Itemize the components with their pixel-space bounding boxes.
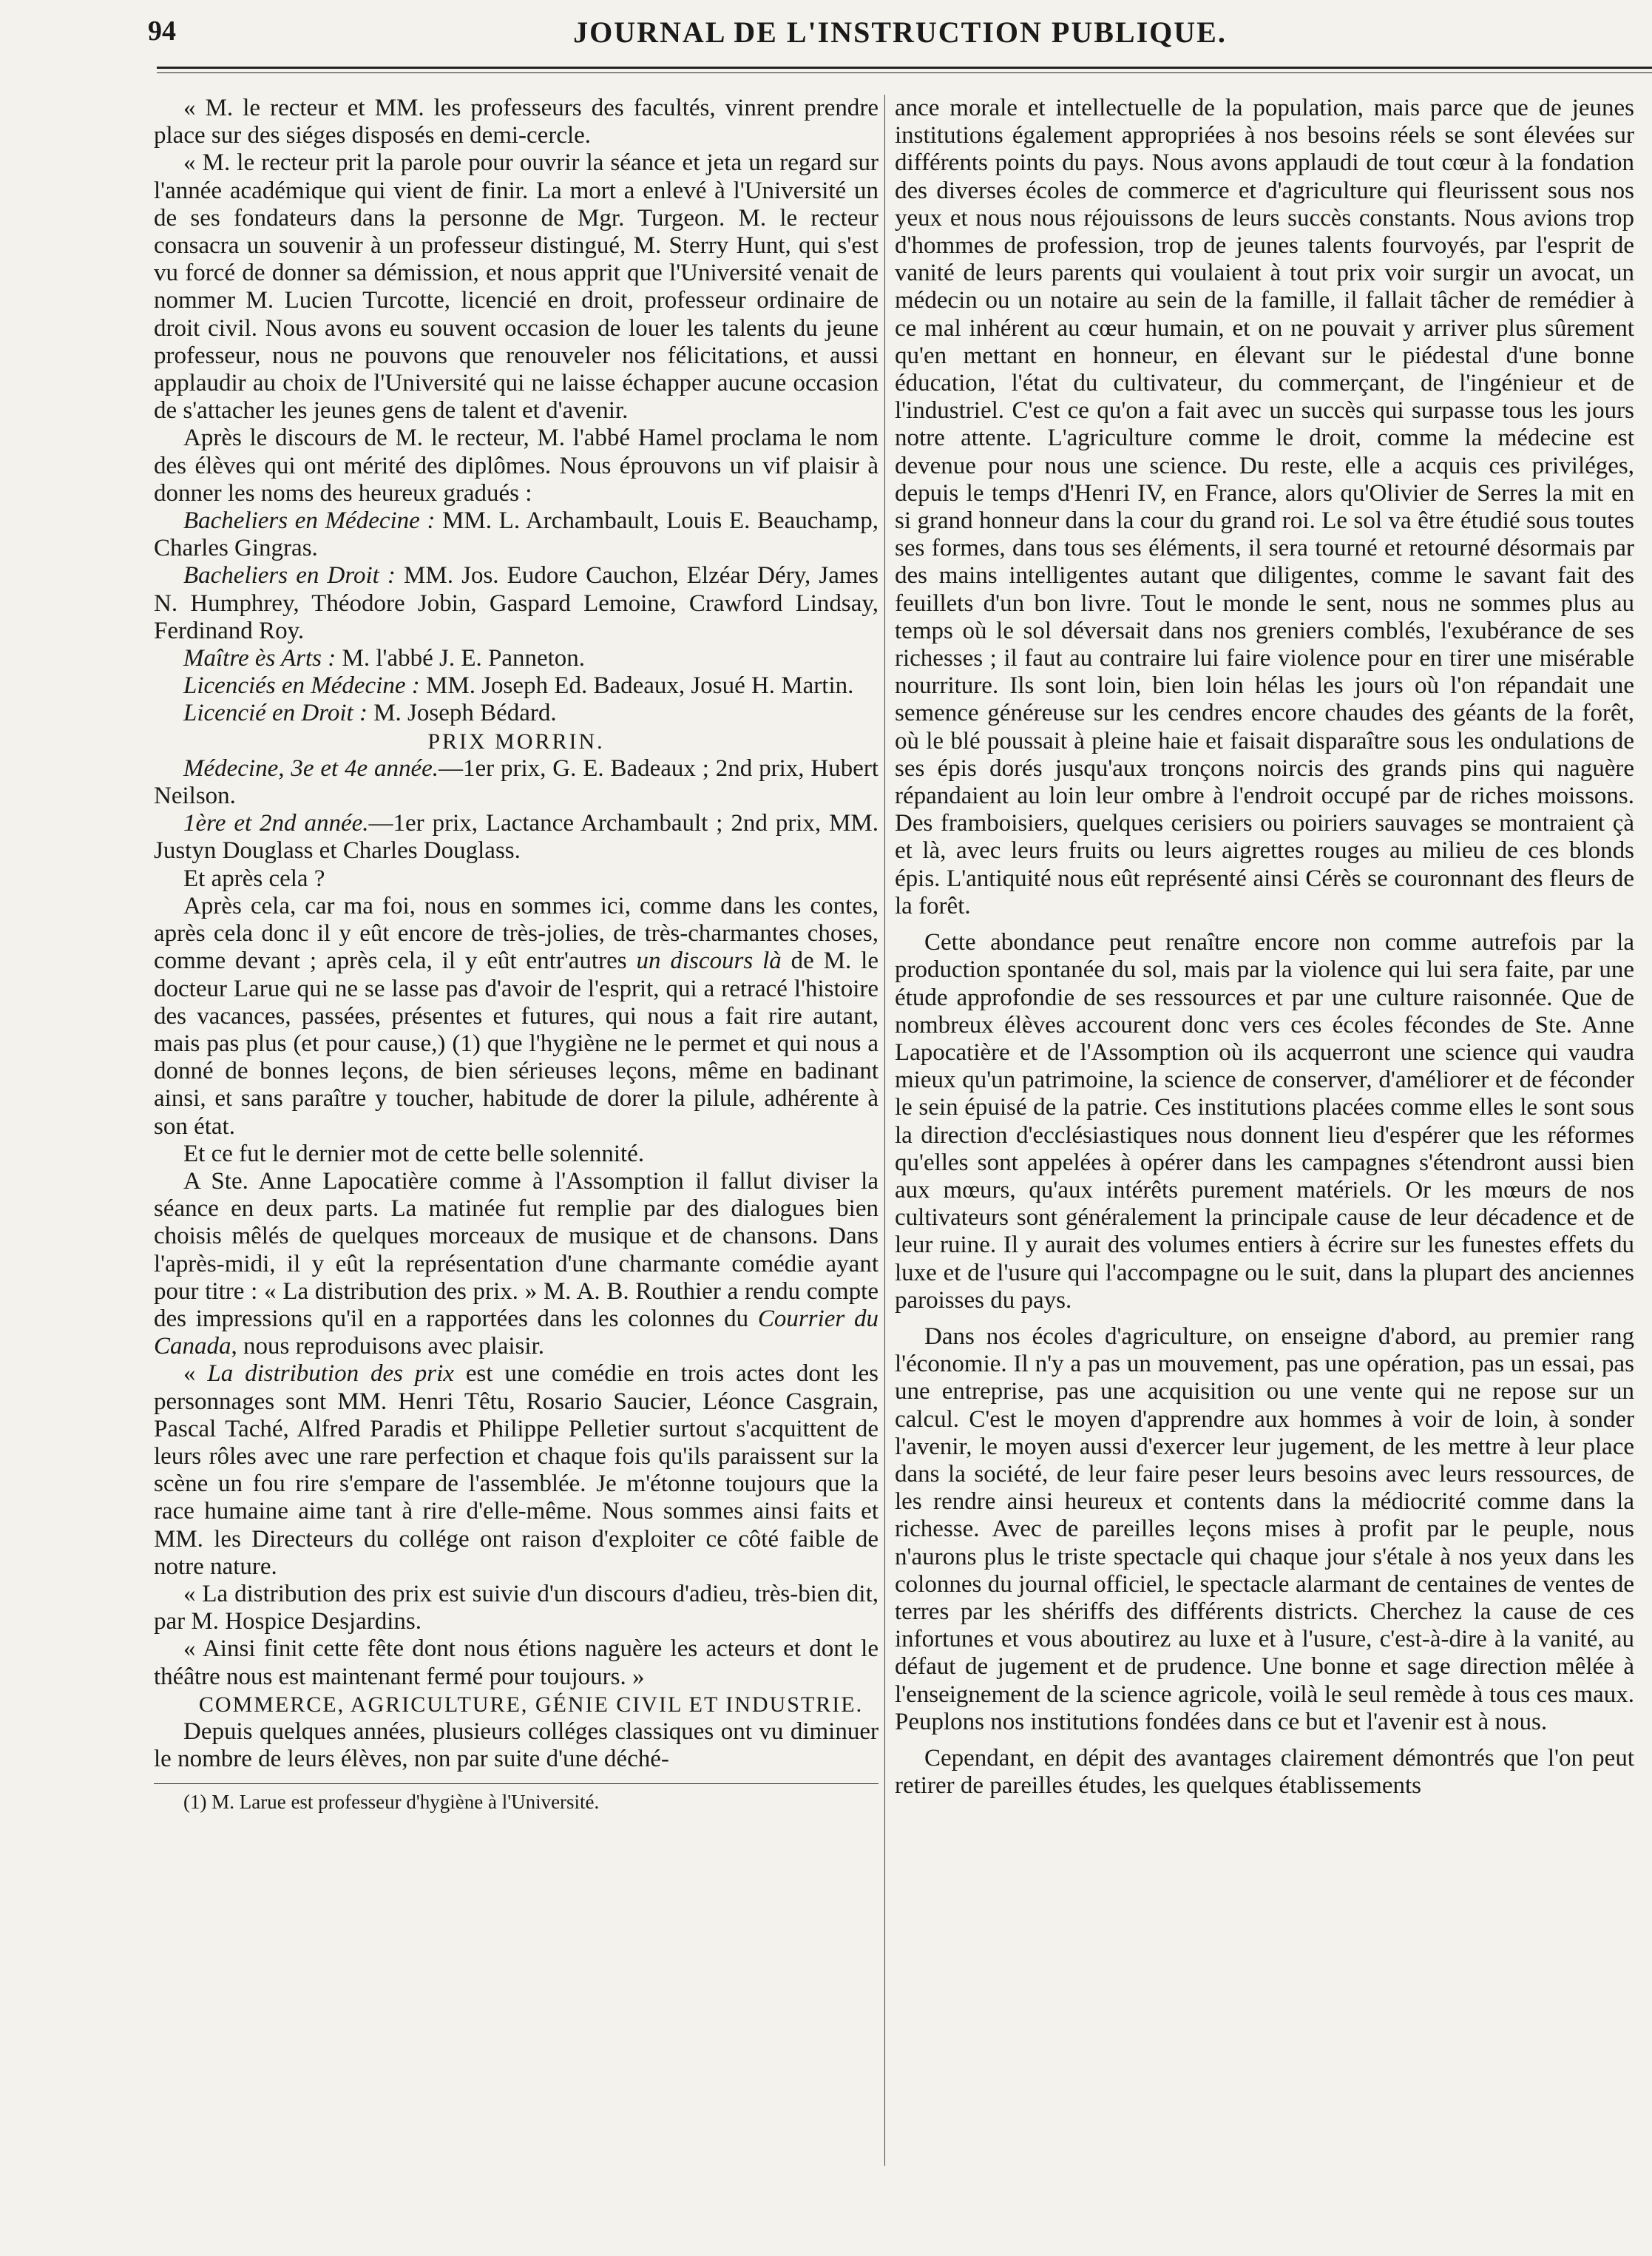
header-rule [157, 67, 1652, 69]
text-run: , nous reproduisons avec plaisir. [231, 1333, 544, 1360]
paragraph: « M. le recteur prit la parole pour ouvrir la séance et jeta un regard sur l'année académique qui vient de finir. La mort a enlevé à l'Université un de ses fondateurs dans la personne de Mgr. Turgeon. M. le recteur consacra un souvenir à un professeur distingué, M. Sterry Hunt, qui s'est vu forcé de donner sa démission, et nous apprit que l'Université venait de nommer M. Lucien Turcotte, licencié en droit, professeur ordinaire de droit civil. Nous avons eu souvent occasion de louer les talents du jeune professeur, nous ne pouvons que renouveler nos félicitations, et aussi applaudir au choix de l'Université qui ne laisse échapper aucune occasion de s'attacher les jeunes gens de talent et d'avenir. [154, 149, 879, 425]
paragraph: Dans nos écoles d'agriculture, on enseigne d'abord, au premier rang l'économie. Il n'y a pas un mouvement, pas une opération, pas un essai, pas une entreprise, pas une acquisition ou une vente qui ne repose sur un calcul. C'est le moyen d'apprendre aux hommes à voir de loin, à sonder l'avenir, le moyen aussi d'exercer leur jugement, de les mettre à leur place dans la société, de leur faire peser leurs besoins avec leurs ressources, de les rendre ainsi heureux et contents dans la médiocrité comme dans la richesse. Avec de pareilles leçons mises à profit par le peuple, nous n'aurons plus le triste spectacle qui chaque jour s'étale à nos yeux dans les colonnes du journal officiel, le spectacle alarmant de centaines de ventes de terres par les shériffs des différents districts. Cherchez la cause de ces infortunes et vous aboutirez au luxe et à l'usure, c'est-à-dire à la vanité, au défaut de jugement et de prudence. Une bonne et sage direction mêlée à l'enseignement de la science agricole, voilà le seul remède à tous ces maux. Peuplons nos institutions fondées dans ce but et l'avenir est à nous. [895, 1323, 1634, 1735]
graduate-label: Maître ès Arts : [183, 645, 336, 672]
prize-item [154, 755, 879, 810]
graduate-label: Bacheliers en Médecine : [183, 507, 436, 535]
graduate-list-item [154, 672, 879, 700]
paragraph: Et après cela ? [183, 865, 325, 892]
graduate-names: MM. Jos. Eudore Cauchon, Elzéar Déry, James N. Humphrey, Théodore Jobin, Gaspard Lemoine, Crawford Lindsay, Ferdinand Roy. [154, 562, 879, 644]
paragraph-gap [895, 1314, 1634, 1323]
paragraph: Et ce fut le dernier mot de cette belle solennité. [183, 1140, 645, 1167]
running-title: JOURNAL DE L'INSTRUCTION PUBLIQUE. [573, 16, 1227, 49]
text-run: est une comédie en trois actes dont les personnages sont MM. Henri Têtu, Rosario Saucier, Léonce Casgrain, Pascal Taché, Alfred Paradis et Philippe Pelletier surtout s'acquittent de leurs rôles avec une rare perfection et chaque fois qu'ils paraissent sur la scène un fou rire s'empare de l'assemblée. Je m'étonne toujours que la race humaine aime tant à rire d'elle-même. Nous sommes ainsi faits et MM. les Directeurs du collége ont raison d'exploiter ce côté faible de notre nature. [154, 1360, 879, 1580]
paragraph: Cependant, en dépit des avantages clairement démontrés que l'on peut retirer de pareilles études, les quelques établissements [895, 1744, 1634, 1800]
paragraph: Après le discours de M. le recteur, M. l'abbé Hamel proclama le nom des élèves qui ont mérité des diplômes. Nous éprouvons un vif plaisir à donner les noms des heureux gradués : [154, 425, 879, 507]
italic-run: un discours là [636, 948, 782, 975]
page-number: 94 [148, 16, 176, 47]
prize-label: 1ère et 2nd année. [183, 810, 369, 837]
paragraph: « Ainsi finit cette fête dont nous étions naguère les acteurs et dont le théâtre nous est maintenant fermé pour toujours. » [154, 1635, 879, 1690]
text-run: Après cela, car ma foi, nous en sommes ici, comme dans les contes, après cela donc il y eût encore de très-jolies, de très-charmantes choses, comme devant ; après cela, il y eût entr'autres [154, 892, 879, 975]
italic-run: Courrier du Canada [154, 1305, 879, 1360]
paragraph-gap [895, 1736, 1634, 1745]
graduate-label: Licencié en Droit : [183, 700, 368, 727]
section-heading: COMMERCE, AGRICULTURE, GÉNIE CIVIL ET INDUSTRIE. [198, 1692, 864, 1717]
graduate-list-item [154, 645, 879, 672]
text-run: de M. le docteur Larue qui ne se lasse pas d'avoir de l'esprit, qui a retracé l'histoire des vacances, passées, présentes et futures, qui nous a fait rire autant, mais pas plus (et pour cause,) (1) que l'hygiène ne le permet et qui nous a donné de bonnes leçons, de bien sérieuses leçons, même en badinant ainsi, et sans paraître y toucher, habitude de dorer la pilule, adhérente à son état. [154, 948, 879, 1140]
graduate-list-item [154, 507, 879, 562]
paragraph: « M. le recteur et MM. les professeurs des facultés, vinrent prendre place sur des siéges disposés en demi-cercle. [154, 95, 879, 149]
paragraph [154, 1168, 879, 1360]
column-divider [884, 95, 885, 2166]
prix-heading: PRIX MORRIN. [427, 729, 605, 754]
paragraph: Cette abondance peut renaître encore non comme autrefois par la production spontanée du sol, mais par la violence qui lui sera faite, par une étude approfondie de ses ressources et par une culture raisonnée. Que de nombreux élèves accourent donc vers ces écoles fécondes de Ste. Anne Lapocatière et de l'Assomption où ils acquerront une science qui vaudra mieux qu'un patrimoine, la science de conserver, d'améliorer et de féconder le sein épuisé de la patrie. Ces institutions placées comme elles le sont sous la direction d'ecclésiastiques nous donnent lieu d'espérer que les réformes qu'elles sont appelées à opérer dans les campagnes s'étendront aussi bien aux mœurs, qu'aux intérêts purement matériels. Or les mœurs de nos cultivateurs sont généralement la principale cause de leur décadence et de leur ruine. Il y aurait des volumes entiers à écrire sur les funestes effets du luxe et de l'usure qui l'accompagne ou le suit, dans la plupart des anciennes paroisses du pays. [895, 929, 1634, 1314]
footnote: (1) M. Larue est professeur d'hygiène à l'Université. [183, 1791, 600, 1814]
left-column [154, 95, 879, 1814]
paragraph: Depuis quelques années, plusieurs colléges classiques ont vu diminuer le nombre de leurs élèves, non par suite d'une déché- [154, 1718, 879, 1773]
header-rule-thin [157, 72, 1652, 73]
graduate-names: MM. L. Archambault, Louis E. Beauchamp, Charles Gingras. [154, 507, 879, 562]
graduate-names: M. l'abbé J. E. Panneton. [336, 645, 586, 672]
prize-text: —1er prix, Lactance Archambault ; 2nd prix, MM. Justyn Douglass et Charles Douglass. [154, 810, 879, 865]
paragraph [154, 1360, 879, 1581]
prize-item [154, 810, 879, 865]
page-header [148, 10, 1652, 52]
graduate-names: M. Joseph Bédard. [367, 700, 557, 727]
paragraph [154, 893, 879, 1141]
text-run: « [183, 1360, 208, 1388]
graduate-label: Licenciés en Médecine : [183, 672, 420, 700]
paragraph-gap [895, 920, 1634, 929]
text-run: A Ste. Anne Lapocatière comme à l'Assomption il fallut diviser la séance en deux parts. La matinée fut remplie par des dialogues bien choisis mêlés de quelques morceaux de musique et de chansons. Dans l'après-midi, il y eût la représentation d'une charmante comédie ayant pour titre : « La distribution des prix. » M. A. B. Routhier a rendu compte des impressions qu'il en a rapportées dans les colonnes du [154, 1167, 879, 1332]
italic-run: La distribution des prix [207, 1360, 454, 1388]
graduate-label: Bacheliers en Droit : [183, 562, 396, 590]
graduate-names: MM. Joseph Ed. Badeaux, Josué H. Martin. [419, 672, 854, 700]
paragraph: « La distribution des prix est suivie d'un discours d'adieu, très-bien dit, par M. Hospice Desjardins. [154, 1580, 879, 1635]
prize-text: —1er prix, G. E. Badeaux ; 2nd prix, Hubert Neilson. [154, 754, 879, 810]
prize-label: Médecine, 3e et 4e année. [183, 754, 439, 782]
paragraph: ance morale et intellectuelle de la population, mais parce que de jeunes institutions également appropriées à nos besoins réels se sont élevées sur différents points du pays. Nous avons applaudi de tout cœur à la fondation des diverses écoles de commerce et d'agriculture qui fleurissent sous nos yeux et nous nous réjouissons de leurs succès constants. Nous avions trop d'hommes de profession, trop de jeunes talents fourvoyés, par l'esprit de vanité de leurs parents qui voulaient à tout prix voir surgir un avocat, un médecin ou un notaire au sein de la famille, il fallait tâcher de remédier à ce mal inhérent au cœur humain, et on ne pouvait y arriver plus sûrement qu'en mettant en honneur, en élevant sur le piédestal d'une bonne éducation, l'état du cultivateur, du commerçant, de l'ingénieur et de l'industriel. C'est ce qu'on a fait avec un succès qui surpasse tous les jours notre attente. L'agriculture comme le droit, comme la médecine est devenue pour nous une science. Du reste, elle a acquis ces priviléges, depuis le temps d'Henri IV, en France, alors qu'Olivier de Serres la mit en si grand honneur dans la cour du grand roi. Le sol va être étudié sous toutes ses formes, dans tous ses éléments, il sera tourné et retourné désormais par des mains intelligentes autant que diligentes, comme le savant fait des feuillets d'un bon livre. Tout le monde le sent, nous ne sommes plus au temps où le sol déversait dans nos greniers comblés, l'exubérance de ses richesses ; il faut au contraire lui faire violence pour en tirer une misérable nourriture. Ils sont loin, bien loin hélas les jours où l'on répandait une semence généreuse sur les cendres encore chaudes des géants de la forêt, où le blé poussait à pleine haie et faisait disparaître sous les ondulations de ses épis dorés jusqu'aux tronçons noircis des grands pins qui naguère répandaient au loin leur ombre à l'endroit occupé par de riches moissons. Des framboisiers, quelques cerisiers ou poiriers sauvages se montraient çà et là, avec leurs fruits ou leurs aigrettes rouges au milieu de ces blonds épis. L'antiquité nous eût représenté ainsi Cérès se couronnant des fleurs de la forêt. [895, 95, 1634, 919]
graduate-list-item [154, 700, 879, 727]
right-column [895, 95, 1634, 1800]
footnote-rule [154, 1783, 879, 1784]
graduate-list-item [154, 562, 879, 645]
